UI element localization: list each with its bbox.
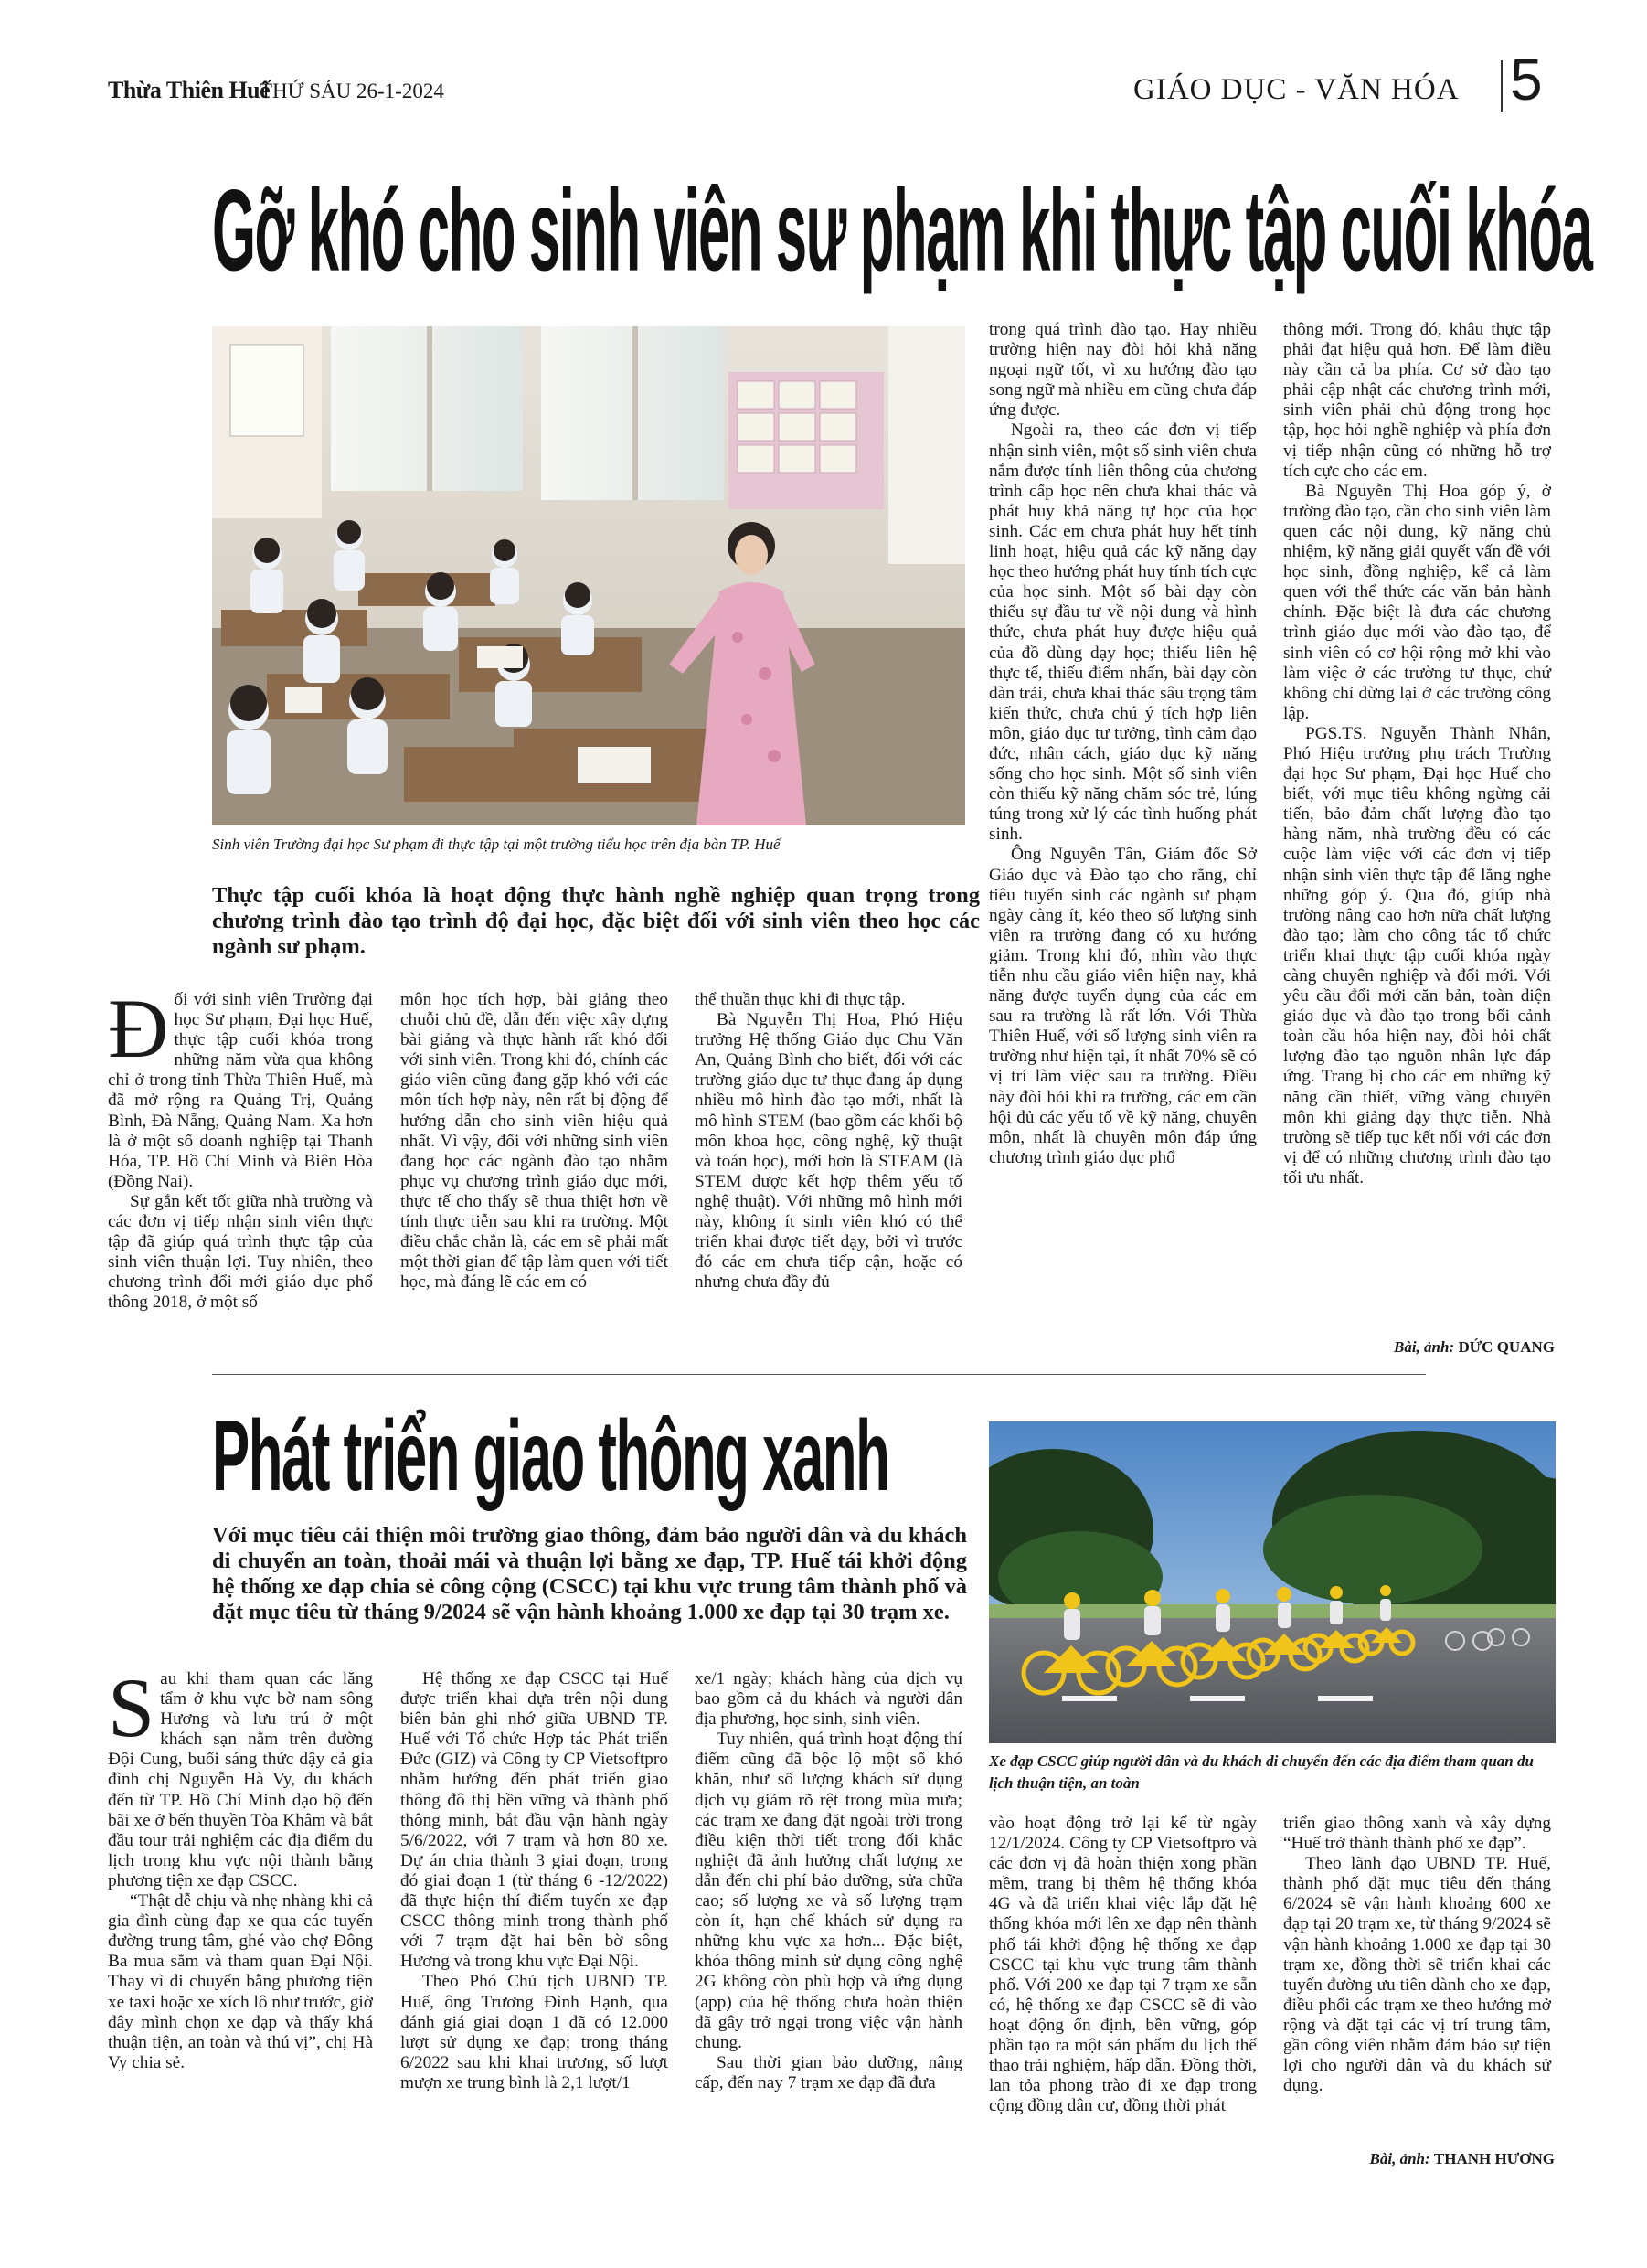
section-title: GIÁO DỤC - VĂN HÓA [1133,73,1460,106]
article2-paragraph: Tuy nhiên, quá trình hoạt động thí điểm cũng đã bộc lộ một số khó khăn, như số lượng khách sử dụng dịch vụ giảm rõ rệt trong mùa mưa; các trạm xe đang đặt ngoài trời trong điều kiện thời tiết trong đối khắc nghiệt đã ảnh hưởng chất lượng xe dẫn đến chi phí bảo dưỡng, sửa chữa cao; số lượng xe và số lượng trạm còn ít, hạn chế khách sử dụng ra những khu vực xa hơn... Đặc biệt, khóa thông minh sử dụng công nghệ 2G không còn phù hợp và ứng dụng (app) của hệ thống chưa hoàn thiện đã gây trở ngại trong việc vận hành chung. [695,1730,962,2052]
header-divider [1501,60,1503,112]
article2-byline: Bài, ảnh: THANH HƯƠNG [1369,2150,1555,2167]
article1-title: Gỡ khó cho sinh viên sư phạm khi thực tập cuối khóa [212,165,1592,295]
article2-paragraph: “Thật dễ chịu và nhẹ nhàng khi cả gia đình cùng đạp xe qua các tuyến đường trung tâm, ghé vào chợ Đông Ba mua sắm và tham quan Đại Nội. Thay vì di chuyển bằng phương tiện xe taxi hoặc xe xích lô như trước, giờ đây mình chọn xe đạp và thấy khá thuận tiện, an toàn và thú vị”, chị Hà Vy chia sẻ. [108,1891,373,2072]
article1-paragraph: Ngoài ra, theo các đơn vị tiếp nhận sinh viên, một số sinh viên chưa nắm được tính liên thông của chương trình cấp học nên chưa khai thác và phát huy khả năng tự học của học sinh. Các em chưa phát huy hết tính linh hoạt, hiệu quả các kỹ năng dạy học theo hướng phát huy tính tích cực của học sinh. Một số bài dạy còn thiếu sự đầu tư về nội dung và hình thức, chưa phát huy được hiệu quả của đồ dùng dạy học; thiếu liên hệ thực tế, thiếu điểm nhấn, bài dạy còn dàn trải, chưa khai thác sâu trọng tâm kiến thức, chưa chú ý tích hợp liên môn, giáo dục tư tưởng, tình cảm đạo đức, nhân cách, giáo dục kỹ năng sống cho học sinh. Một số sinh viên còn thiếu kỹ năng chăm sóc trẻ, lúng túng trong xử lý các tình huống phát sinh. [989,421,1257,845]
article2-paragraph: Hệ thống xe đạp CSCC tại Huế được triển khai dựa trên nội dung biên bản ghi nhớ giữa UBND TP. Huế với Tổ chức Hợp tác Phát triển Đức (GIZ) và Công ty CP Vietsoftpro nhằm hướng đến phát triển giao thông đô thị bền vững và thành phố thông minh, bắt đầu vận hành ngày 5/6/2022, với 7 trạm và hơn 80 xe. Dự án chia thành 3 giai đoạn, trong đó giai đoạn 1 (từ tháng 6 -12/2022) đã thực hiện thí điểm tuyến xe đạp CSCC thông minh trong thành phố với 7 trạm đặt hai bên bờ sông Hương và trong khu vực Đại Nội. [400,1669,668,1972]
bicycle-photo [989,1421,1556,1743]
article1-paragraph: Bà Nguyễn Thị Hoa góp ý, ở trường đào tạo, cần cho sinh viên làm quen các nội dung, kỹ năng chủ nhiệm, kỹ năng giải quyết vấn đề với học sinh, đồng nghiệp, kể cả làm quen với thể thức các văn bản hành chính. Đặc biệt là đưa các chương trình giáo dục mới vào đào tạo, để sinh viên có cơ hội rộng mở khi vào làm việc ở các trường tư thục, chứ không chỉ dừng lại ở các trường công lập. [1283,481,1551,723]
article2-paragraph: triển giao thông xanh và xây dựng “Huế trở thành thành phố xe đạp”. [1283,1814,1551,1854]
article-divider [212,1374,1426,1375]
article2-paragraph: vào hoạt động trở lại kể từ ngày 12/1/2024. Công ty CP Vietsoftpro và các đơn vị đã hoàn thiện xong phần mềm, trang bị thêm hệ thống khóa 4G và đã triển khai việc lắp đặt hệ thống khóa mới lên xe đạp nên thành phố tái khởi động hệ thống xe đạp CSCC tại khu vực trung tâm thành phố. Với 200 xe đạp tại 7 trạm xe sẵn có, hệ thống xe đạp CSCC sẽ đi vào hoạt động ổn định, bền vững, góp phần tạo ra một sản phẩm du lịch thể thao trải nghiệm, hấp dẫn. Đồng thời, lan tỏa phong trào đi xe đạp trong cộng đồng dân cư, đồng thời phát [989,1814,1257,2116]
article2-title: Phát triển giao thông xanh [212,1400,889,1512]
article1-paragraph: Bà Nguyễn Thị Hoa, Phó Hiệu trưởng Hệ thống Giáo dục Chu Văn An, Quảng Bình cho biết, đối với các trường giáo dục tư thục đang áp dụng nhiều mô hình đào tạo mới, nhất là mô hình STEM (bao gồm các khối bộ môn khoa học, công nghệ, kỹ thuật và toán học), mới hơn là STEAM (là STEM được kết hợp thêm yếu tố nghệ thuật). Với những mô hình mới này, không ít sinh viên khó có thể triển khai được tiết dạy, bởi vì trước đó các em chưa tiếp cận, hoặc có nhưng chưa đầy đủ [695,1010,962,1293]
article1-column-2 [400,990,668,1293]
article1-column-4 [989,320,1257,1168]
article2-lead: Với mục tiêu cải thiện môi trường giao thông, đảm bảo người dân và du khách di chuyển an toàn, thoải mái và thuận lợi bằng xe đạp, TP. Huế tái khởi động hệ thống xe đạp chia sẻ công cộng (CSCC) tại khu vực trung tâm thành phố và đặt mục tiêu từ tháng 9/2024 sẽ vận hành khoảng 1.000 xe đạp tại 30 trạm xe. [212,1523,967,1624]
article2-paragraph: Theo Phó Chủ tịch UBND TP. Huế, ông Trương Đình Hạnh, qua đánh giá giai đoạn 1 đã có 12.000 lượt sử dụng xe đạp; trong tháng 6/2022 sau khi khai trương, số lượt mượn xe trung bình là 2,1 lượt/1 [400,1972,668,2092]
article1-paragraph: thông mới. Trong đó, khâu thực tập phải đạt hiệu quả hơn. Để làm điều này cần cả ba phía. Cơ sở đào tạo phải cập nhật các chương trình mới, sinh viên phải chủ động trong học tập, học hỏi nghề nghiệp và phía đơn vị tiếp nhận cũng có những hỗ trợ tích cực cho các em. [1283,320,1551,481]
article1-paragraph: ối với sinh viên Trường đại học Sư phạm, Đại học Huế, thực tập cuối khóa trong những năm vừa qua không chỉ ở trong tỉnh Thừa Thiên Huế, mà đã mở rộng ra Quảng Trị, Quảng Bình, Đà Nẵng, Quảng Nam. Xa hơn là ở một số doanh nghiệp tại Thanh Hóa, TP. Hồ Chí Minh và Biên Hòa (Đồng Nai). [108,990,373,1191]
article2-column-1 [108,1661,373,2073]
article2-paragraph: xe/1 ngày; khách hàng của dịch vụ bao gồm cả du khách và người dân địa phương, học sinh, sinh viên. [695,1669,962,1730]
article1-paragraph: Sự gắn kết tốt giữa nhà trường và các đơn vị tiếp nhận sinh viên thực tập đã giúp quá trình thực tập của sinh viên thuận lợi. Tuy nhiên, theo chương trình đổi mới giáo dục phổ thông 2018, ở một số [108,1191,373,1313]
article2-dropcap: S [108,1661,155,1754]
classroom-photo [212,326,965,825]
article1-paragraph: môn học tích hợp, bài giảng theo chuỗi chủ đề, dẫn đến việc xây dựng bài giảng và thực hành rất khó đối với sinh viên. Trong khi đó, chính các giáo viên cũng đang gặp khó với các môn tích hợp này, nên rất bị động để hướng dẫn cho sinh viên hiệu quả nhất. Vì vậy, đối với những sinh viên đang học các ngành đào tạo nhằm phục vụ chương trình giáo dục mới, thực tế cho thấy sẽ thua thiệt hơn về tính thực tiễn sau khi ra trường. Một điều chắc chắn là, các em sẽ phải mất một thời gian để tập làm quen với tiết học, mà đáng lẽ các em có [400,990,668,1293]
article1-paragraph: thể thuần thục khi đi thực tập. [695,990,906,1009]
issue-date: THỨ SÁU 26-1-2024 [260,80,444,102]
article2-photo-caption: Xe đạp CSCC giúp người dân và du khách di chuyển đến các địa điểm tham quan du lịch thuận tiện, an toàn [989,1752,1534,1792]
newspaper-name: Thừa Thiên Huế [108,77,271,103]
article2-paragraph: Sau thời gian bảo dưỡng, nâng cấp, đến nay 7 trạm xe đạp đã đưa [695,2052,962,2092]
article1-paragraph: PGS.TS. Nguyễn Thành Nhân, Phó Hiệu trưởng phụ trách Trường đại học Sư phạm, Đại học Huế cho biết, với mục tiêu không ngừng cải tiến, bảo đảm chất lượng đào tạo hàng năm, nhà trường đều có các cuộc làm việc với các đơn vị tiếp nhận sinh viên thực tập để lắng nghe những góp ý. Qua đó, giúp nhà trường nâng cao hơn nữa chất lượng đào tạo; làm cho công tác tổ chức triển khai thực tập cuối khóa ngày càng chuyên nghiệp và đổi mới. Với yêu cầu đổi mới căn bản, toàn diện giáo dục và đào tạo trong bối cảnh toàn cầu hóa hiện nay, đòi hỏi chất lượng đào tạo nguồn nhân lực đáp ứng. Trang bị cho các em những kỹ năng cần thiết, vững vàng chuyên môn khi giảng dạy thực tiễn. Nhà trường sẽ tiếp tục kết nối với các đơn vị để có những chương trình đào tạo tối ưu nhất. [1283,723,1551,1187]
page-number: 5 [1510,47,1543,112]
article1-column-3 [695,990,962,1293]
article2-paragraph: Theo lãnh đạo UBND TP. Huế, thành phố đặt mục tiêu đến tháng 6/2024 sẽ vận hành khoảng 600 xe đạp tại 20 trạm xe, từ tháng 9/2024 sẽ vận hành khoảng 1.000 xe đạp tại 30 trạm xe, đồng thời sẽ triển khai các tuyến đường ưu tiên dành cho xe đạp, điều phối các trạm xe theo hướng mở rộng và đặt tại các vị trí trung tâm, gần công viên nhằm đảm bảo sự tiện lợi cho người dân và du khách sử dụng. [1283,1854,1551,2096]
article1-column-5 [1283,320,1551,1188]
article1-photo-caption: Sinh viên Trường đại học Sư phạm đi thực tập tại một trường tiểu học trên địa bàn TP. Huế [212,836,781,853]
article1-byline: Bài, ảnh: ĐỨC QUANG [1393,1338,1555,1356]
article2-column-5 [1283,1814,1551,2096]
article2-column-4 [989,1814,1257,2116]
article2-column-3 [695,1669,962,2093]
article1-paragraph: trong quá trình đào tạo. Hay nhiều trường hiện nay đòi hỏi khả năng ngoại ngữ tốt, vì xu hướng đào tạo song ngữ mà nhiều em cũng chưa đáp ứng được. [989,320,1257,421]
article2-column-2 [400,1669,668,2093]
article2-paragraph: au khi tham quan các lăng tẩm ở khu vực bờ nam sông Hương và lưu trú ở một khách sạn nằm trên đường Đội Cung, buổi sáng thức dậy cả gia đình chị Nguyễn Hà Vy, du khách đến từ TP. Hồ Chí Minh dạo bộ đến bãi xe ở bến thuyền Tòa Khâm và bắt đầu tour trải nghiệm các địa điểm du lịch trong khu vực nội thành bằng phương tiện xe đạp CSCC. [108,1669,373,1890]
article1-column-1 [108,982,373,1314]
article1-dropcap: Đ [108,982,169,1075]
article1-paragraph: Ông Nguyễn Tân, Giám đốc Sở Giáo dục và Đào tạo cho rằng, chỉ tiêu tuyển sinh các ngành sư phạm ngày càng ít, kéo theo số lượng sinh viên ra trường đang có xu hướng giảm. Trong khi đó, nhìn vào thực tiễn nhu cầu giáo viên hiện nay, khả năng được tuyển dụng của các em sau ra trường là rất lớn. Với Thừa Thiên Huế, với số lượng sinh viên ra trường như hiện tại, ít nhất 70% sẽ có vị trí làm việc sau ra trường. Điều này đòi hỏi khi ra trường, các em cần hội đủ các yếu tố về kỹ năng, chuyên môn, nhất là chuyên môn đáp ứng chương trình giáo dục phổ [989,845,1257,1167]
article1-lead: Thực tập cuối khóa là hoạt động thực hành nghề nghiệp quan trọng trong chương trình đào tạo trình độ đại học, đặc biệt đối với sinh viên theo học các ngành sư phạm. [212,883,980,959]
